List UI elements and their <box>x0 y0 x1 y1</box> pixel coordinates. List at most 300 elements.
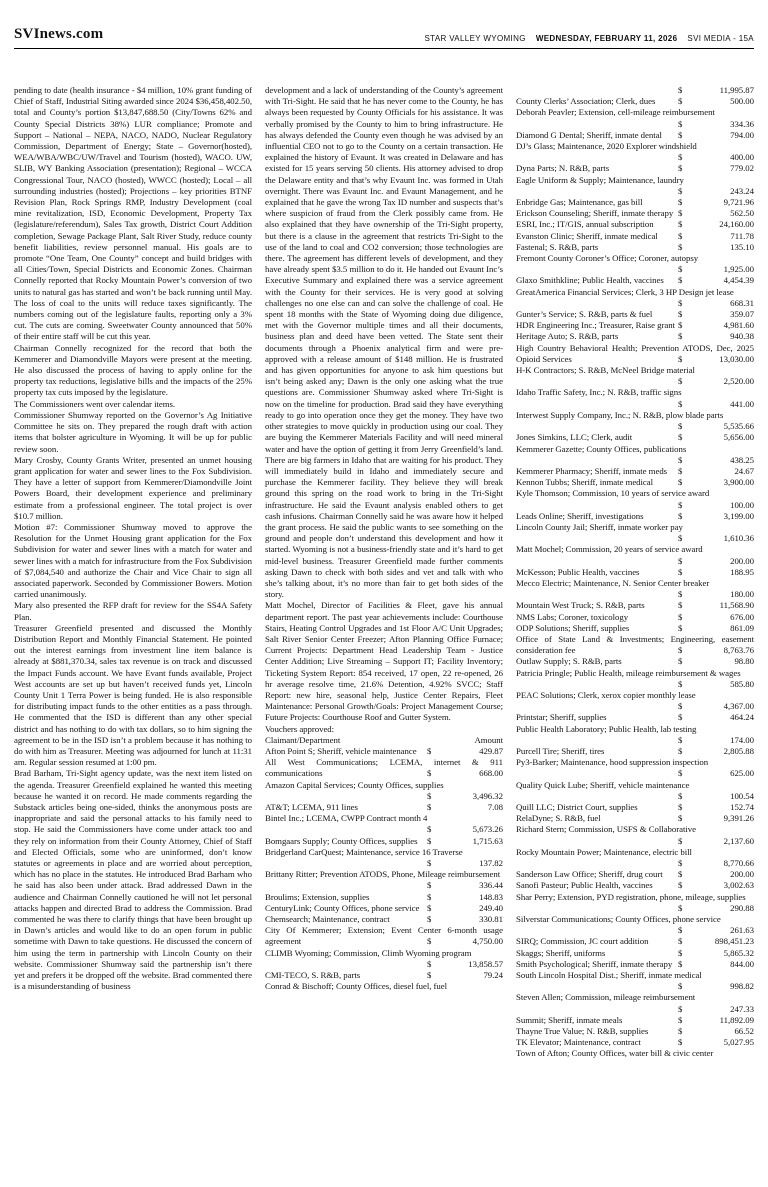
voucher-row <box>516 869 754 880</box>
voucher-amount <box>678 455 754 466</box>
voucher-amount <box>427 746 503 757</box>
dollar-sign: $ <box>678 835 683 846</box>
voucher-amount <box>678 85 754 96</box>
voucher-row <box>265 970 503 981</box>
dollar-sign: $ <box>678 981 683 992</box>
dollar-sign: $ <box>678 958 683 969</box>
voucher-amount <box>678 1037 754 1048</box>
dollar-sign: $ <box>678 813 683 824</box>
voucher-amount <box>678 701 754 712</box>
voucher-amount-value: 24.67 <box>734 465 754 476</box>
vouchers-list-part1 <box>265 746 503 992</box>
voucher-amount-value: 861.09 <box>730 622 754 633</box>
voucher-amount-value: 5,865.32 <box>723 947 754 958</box>
voucher-row <box>516 757 754 779</box>
dollar-sign: $ <box>678 645 683 656</box>
dollar-sign: $ <box>678 85 683 95</box>
voucher-amount-value: 8,763.76 <box>723 645 754 656</box>
voucher-row <box>516 970 754 992</box>
voucher-claimant: Patricia Pringle; Public Health, mileage reimbursement & wages <box>516 667 741 678</box>
voucher-claimant: Evanston Clinic; Sheriff, inmate medical <box>516 230 658 241</box>
voucher-claimant: HDR Engineering Inc.; Treasurer, Raise grant <box>516 320 675 331</box>
dollar-sign: $ <box>678 499 683 510</box>
voucher-row <box>516 488 754 510</box>
voucher-amount <box>427 880 503 891</box>
dollar-sign: $ <box>678 656 683 667</box>
voucher-row <box>516 780 754 802</box>
voucher-amount <box>678 802 754 813</box>
voucher-row <box>516 365 754 387</box>
dollar-sign: $ <box>678 734 683 745</box>
dollar-sign: $ <box>678 600 683 611</box>
voucher-claimant: Enbridge Gas; Maintenance, gas bill <box>516 197 643 208</box>
voucher-amount-value: 668.31 <box>730 297 754 308</box>
voucher-amount <box>678 197 754 208</box>
dollar-sign: $ <box>678 589 683 600</box>
voucher-amount <box>678 981 754 992</box>
voucher-amount-value: 2,520.00 <box>723 376 754 387</box>
voucher-claimant: Mountain West Truck; S. R&B, parts <box>516 600 645 611</box>
voucher-amount-value: 5,027.95 <box>723 1037 754 1048</box>
voucher-amount <box>678 421 754 432</box>
voucher-claimant: TK Elevator; Maintenance, contract <box>516 1037 641 1048</box>
dollar-sign: $ <box>678 152 683 163</box>
voucher-amount-value: 676.00 <box>730 611 754 622</box>
voucher-amount-value: 11,892.09 <box>719 1014 754 1025</box>
voucher-row <box>516 623 754 634</box>
voucher-claimant: Brittany Ritter; Prevention ATODS, Phone, Mileage reimbursement <box>265 869 501 880</box>
voucher-claimant: Dyna Parts; N. R&B, parts <box>516 163 610 174</box>
voucher-amount <box>678 163 754 174</box>
dollar-sign: $ <box>678 510 683 521</box>
voucher-amount <box>678 1015 754 1026</box>
voucher-claimant: Quill LLC; District Court, supplies <box>516 802 638 812</box>
voucher-claimant: Conrad & Bischoff; County Offices, diesel fuel, fuel <box>265 981 448 992</box>
voucher-claimant: ESRI, Inc.; IT/GIS, annual subscription <box>516 219 654 230</box>
voucher-amount <box>678 612 754 623</box>
voucher-claimant: City Of Kemmerer; Extension; Event Center 6-month usage agreement <box>265 925 503 947</box>
voucher-amount <box>678 130 754 141</box>
voucher-amount-value: 464.24 <box>730 712 754 723</box>
voucher-row <box>516 466 754 477</box>
dollar-sign: $ <box>678 465 683 476</box>
column-3 <box>516 85 754 1163</box>
voucher-amount-value: 3,002.63 <box>723 880 754 891</box>
voucher-row <box>265 780 503 802</box>
voucher-row <box>265 813 503 835</box>
article-columns <box>14 85 754 1163</box>
dollar-sign: $ <box>678 768 683 779</box>
voucher-row <box>516 331 754 342</box>
voucher-amount-value: 148.83 <box>479 891 503 902</box>
voucher-row <box>516 253 754 275</box>
voucher-amount-value: 844.00 <box>730 958 754 969</box>
voucher-row <box>516 948 754 959</box>
voucher-claimant: Amazon Capital Services; County Offices, supplies <box>265 779 444 790</box>
voucher-row <box>516 130 754 141</box>
voucher-claimant: Richard Stern; Commission, USFS & Collaborative <box>516 824 696 835</box>
dollar-sign: $ <box>678 869 683 880</box>
voucher-row <box>265 802 503 813</box>
dollar-sign: $ <box>678 622 683 633</box>
voucher-amount <box>678 880 754 891</box>
voucher-amount-value: 13,858.57 <box>468 958 503 969</box>
voucher-row <box>265 903 503 914</box>
voucher-amount-value: 585.80 <box>730 678 754 689</box>
voucher-row <box>265 836 503 847</box>
dollar-sign: $ <box>427 958 432 969</box>
voucher-row <box>516 432 754 443</box>
voucher-amount <box>678 533 754 544</box>
voucher-amount <box>678 735 754 746</box>
voucher-claimant: Office of State Land & Investments; Engineering, easement consideration fee <box>516 633 754 656</box>
voucher-amount <box>678 813 754 824</box>
voucher-claimant: Kemmerer Gazette; County Offices, publications <box>516 443 687 454</box>
voucher-amount-value: 79.24 <box>483 970 503 981</box>
voucher-row <box>516 85 754 96</box>
dollar-sign: $ <box>678 880 683 891</box>
masthead <box>14 26 754 49</box>
voucher-row <box>516 511 754 522</box>
voucher-claimant: Matt Mochel; Commission, 20 years of service award <box>516 544 703 555</box>
voucher-row <box>516 847 754 869</box>
voucher-amount-value: 66.52 <box>734 1026 754 1037</box>
dollar-sign: $ <box>678 1003 683 1014</box>
voucher-amount-value: 5,535.66 <box>723 421 754 432</box>
voucher-amount-value: 200.00 <box>730 869 754 880</box>
voucher-row <box>516 880 754 891</box>
voucher-amount-value: 9,721.96 <box>723 197 754 208</box>
voucher-amount <box>678 836 754 847</box>
voucher-amount <box>427 936 503 947</box>
voucher-amount-value: 4,367.00 <box>723 701 754 712</box>
voucher-claimant: Purcell Tire; Sheriff, tires <box>516 745 605 756</box>
article-paragraph: pending to date (health insurance - $4 million, 10% grant funding of Chief of Staff, Industrial Siting awarded since 2024 $36,458,402.50, total and County’s portion $13,847,688.50 (City/Towns 62% and County Special Districts 38%) LUR compliance; Promote and Support – National – NEPA, NACO, NADO, Nuclear Regulatory Commission, Department of Energy; State – Governor(hosted), WEA/WBA/WBC/UW/Travel and Tourism (hosted), WACO. UW, SLIB, WY Banking Association (presentation); Regional – WCCA Congressional Tour, NACO (hosted), WWCC (hosted); Local – all surrounding industries (hosted); Projections – key priorities BTNF Revision Plan, Rock Springs RMP, Industry Development (coal mine revitalization, ISD, Economic Development, Property Tax (legislature/referendum), Sales Tax growth, District Court Addition completion, Sewage Package Plant, Salt River Study, reduce county benefit liabilities, review personnel manual. His goals are to promote “One Team, One County” concept and build bridges with all Cities/Town, Special Districts and Economic Zones. Chairman Connelly reported that Rocky Mountain Power’s conversion of two units to natural gas has started and won’t be back running until May. The loss of coal to the units will reduce taxes significantly. The numbers coming out of the legislature faults, reporting only a 3% cut. The cuts are coming. Sweetwater County announced that 50% of their entire staff will be cut this year. <box>14 85 252 342</box>
voucher-claimant: Leads Online; Sheriff, investigations <box>516 510 644 521</box>
voucher-claimant: Diamond G Dental; Sheriff, inmate dental <box>516 129 662 140</box>
voucher-amount-value: 100.54 <box>730 790 754 801</box>
voucher-row <box>265 869 503 891</box>
voucher-row <box>516 343 754 365</box>
voucher-claimant: South Lincoln Hospital Dist.; Sheriff, inmate medical <box>516 970 702 981</box>
voucher-row <box>516 231 754 242</box>
voucher-amount <box>678 376 754 387</box>
voucher-amount-value: 180.00 <box>730 589 754 600</box>
voucher-row <box>516 578 754 600</box>
voucher-row <box>516 522 754 544</box>
vouchers-heading: Vouchers approved: <box>265 723 335 734</box>
dollar-sign: $ <box>678 163 683 174</box>
voucher-amount-value: 359.07 <box>730 309 754 320</box>
voucher-claimant: Skaggs; Sheriff, uniforms <box>516 947 606 958</box>
voucher-claimant: Deborah Peavler; Extension, cell-mileage reimbursement <box>516 107 715 118</box>
voucher-claimant: NMS Labs; Coroner, toxicology <box>516 611 629 622</box>
voucher-row <box>516 197 754 208</box>
voucher-amount <box>678 903 754 914</box>
voucher-claimant: Heritage Auto; S. R&B, parts <box>516 331 619 342</box>
article-paragraph: Motion #7: Commissioner Shumway moved to approve the Resolution for the Unmet Housing grant application for the Fox Subdivision for water and sewer lines with a match for water and sewer lines with a match for infrastructure from the Fox Subdivision of $7,084,540 and authorize the Chair and Vice Chair to sign all associated paperwork. Seconded by Commissioner Bowers. Motion carried unanimously. <box>14 521 252 600</box>
voucher-amount-value: 711.78 <box>730 230 754 241</box>
dollar-sign: $ <box>427 802 432 812</box>
dollar-sign: $ <box>678 331 683 342</box>
article-paragraph: Chairman Connelly recognized for the record that both the Kemmerer and Diamondville Mayors were present at the meeting. He also discussed the process of having to apply online for the property tax reductions, legislative bills and the impacts of the 25% property tax cuts imposed by the legislature. <box>14 342 252 398</box>
voucher-amount-value: 1,715.63 <box>472 835 503 846</box>
voucher-claimant: CenturyLink; County Offices, phone service <box>265 902 420 913</box>
voucher-claimant: Sanderson Law Office; Sheriff, drug court <box>516 869 663 880</box>
voucher-amount <box>678 186 754 197</box>
voucher-amount-value: 429.87 <box>479 745 503 756</box>
voucher-amount <box>678 623 754 634</box>
voucher-amount <box>678 869 754 880</box>
voucher-row <box>516 1026 754 1037</box>
voucher-row <box>516 387 754 409</box>
voucher-row <box>516 600 754 611</box>
voucher-row <box>516 1015 754 1026</box>
voucher-amount <box>678 1026 754 1037</box>
voucher-row <box>516 287 754 309</box>
dollar-sign: $ <box>427 824 432 835</box>
dollar-sign: $ <box>678 1037 683 1048</box>
voucher-amount <box>678 791 754 802</box>
voucher-row <box>516 309 754 320</box>
voucher-amount-value: 152.74 <box>730 802 754 812</box>
voucher-claimant: Kennon Tubbs; Sheriff, inmate medical <box>516 477 654 488</box>
voucher-amount <box>678 936 754 947</box>
dollar-sign: $ <box>678 185 683 196</box>
voucher-row <box>516 936 754 947</box>
voucher-row <box>516 992 754 1014</box>
dollar-sign: $ <box>678 790 683 801</box>
voucher-claimant: Outlaw Supply; S. R&B, parts <box>516 656 622 667</box>
voucher-claimant: Sanofi Pasteur; Public Health, vaccines <box>516 880 653 891</box>
dollar-sign: $ <box>427 914 432 925</box>
voucher-amount <box>678 320 754 331</box>
dollar-sign: $ <box>678 925 683 936</box>
voucher-amount <box>678 298 754 309</box>
voucher-amount-value: 779.02 <box>730 163 754 174</box>
dollar-sign: $ <box>427 936 432 947</box>
voucher-claimant: Jones Simkins, LLC; Clerk, audit <box>516 432 633 443</box>
voucher-amount <box>678 656 754 667</box>
voucher-row <box>516 567 754 578</box>
voucher-amount <box>427 959 503 970</box>
voucher-claimant: Chemsearch; Maintenance, contract <box>265 914 390 925</box>
voucher-amount-value: 330.81 <box>479 914 503 925</box>
dollar-sign: $ <box>678 947 683 958</box>
dollar-sign: $ <box>678 230 683 241</box>
voucher-amount <box>678 208 754 219</box>
dollar-sign: $ <box>678 802 683 812</box>
voucher-amount-value: 174.00 <box>730 734 754 745</box>
voucher-amount <box>678 399 754 410</box>
voucher-amount-value: 4,981.60 <box>723 320 754 331</box>
dollar-sign: $ <box>678 118 683 129</box>
voucher-amount-value: 11,995.87 <box>719 85 754 95</box>
article-paragraph: Treasurer Greenfield presented and discussed the Monthly Distribution Report and Monthly Financial Statement. He pointed out the interest earnings from investment line item balance is already at $881,370.34, sales tax revenue is on track and discussed the Impact Funds account. We have Evant funds available, Project West accounts are set up but haven’t received funds yet, Lincoln County Unit 1 Terra Power is being funded. He is also responsible for distributing impact funds to the other entities as a pass through. He commented that the ISD is different than any other special district and has nothing to do with tax dollars, so to him signing the agreement to be in the ISD isn’t a problem because it has nothing to do with him as Treasurer. Meeting was adjourned for lunch at 11:31 am. Regular session resumed at 1:00 pm. <box>14 622 252 768</box>
voucher-amount <box>678 231 754 242</box>
voucher-claimant: GreatAmerica Financial Services; Clerk, 3 HP Design jet lease <box>516 286 734 297</box>
voucher-claimant: Bridgerland CarQuest; Maintenance, service 16 Traverse <box>265 846 463 857</box>
voucher-amount-value: 562.50 <box>730 208 754 219</box>
voucher-amount-value: 1,610.36 <box>723 533 754 544</box>
voucher-row <box>265 892 503 903</box>
dollar-sign: $ <box>678 208 683 219</box>
voucher-amount-value: 794.00 <box>730 129 754 140</box>
voucher-amount <box>678 432 754 443</box>
voucher-row <box>516 208 754 219</box>
voucher-row <box>516 959 754 970</box>
voucher-amount <box>678 567 754 578</box>
voucher-amount-value: 243.24 <box>730 185 754 196</box>
dollar-sign: $ <box>678 432 683 443</box>
voucher-row <box>516 163 754 174</box>
voucher-claimant: Py3-Barker; Maintenance, hood suppression inspection <box>516 757 709 768</box>
voucher-amount-value: 625.00 <box>730 768 754 779</box>
voucher-row <box>516 1037 754 1048</box>
voucher-amount-value: 1,925.00 <box>723 264 754 275</box>
voucher-amount-value: 334.36 <box>730 118 754 129</box>
voucher-amount <box>678 858 754 869</box>
article-paragraph: Commissioner Shumway reported on the Governor’s Ag Initiative Committee he sits on. They prepared the rough draft with action items that bolster agriculture in Wyoming. It will be up for public review soon. <box>14 409 252 454</box>
dollar-sign: $ <box>678 858 683 869</box>
voucher-amount <box>678 679 754 690</box>
vouchers-list-part2 <box>516 85 754 1060</box>
voucher-amount <box>678 96 754 107</box>
voucher-amount-value: 261.63 <box>730 925 754 936</box>
voucher-amount <box>678 948 754 959</box>
voucher-claimant: DJ’s Glass; Maintenance, 2020 Explorer windshield <box>516 141 697 152</box>
dollar-sign: $ <box>678 745 683 756</box>
voucher-amount <box>678 331 754 342</box>
voucher-amount <box>427 970 503 981</box>
dollar-sign: $ <box>678 701 683 712</box>
voucher-row <box>265 847 503 869</box>
voucher-row <box>265 925 503 947</box>
voucher-claimant: Erickson Counseling; Sheriff, inmate therapy <box>516 208 674 219</box>
voucher-row <box>516 1048 754 1059</box>
dollar-sign: $ <box>678 477 683 488</box>
voucher-claimant: Eagle Uniform & Supply; Maintenance, laundry <box>516 174 684 185</box>
voucher-amount <box>678 477 754 488</box>
voucher-claimant: Bomgaars Supply; County Offices, supplies <box>265 835 418 846</box>
voucher-row <box>516 802 754 813</box>
voucher-amount-value: 400.00 <box>730 152 754 163</box>
dollar-sign: $ <box>678 297 683 308</box>
dollar-sign: $ <box>678 353 683 364</box>
dateline-date: WEDNESDAY, FEBRUARY 11, 2026 <box>535 34 678 43</box>
voucher-amount <box>427 914 503 925</box>
voucher-row <box>516 242 754 253</box>
article-paragraph: The Commissioners went over calendar items. <box>14 398 176 409</box>
dollar-sign: $ <box>678 678 683 689</box>
voucher-amount <box>678 511 754 522</box>
voucher-amount <box>427 824 503 835</box>
voucher-amount <box>678 354 754 365</box>
voucher-row <box>516 320 754 331</box>
column-2-paragraphs <box>265 85 503 724</box>
voucher-row <box>516 824 754 846</box>
dollar-sign: $ <box>678 320 683 331</box>
dollar-sign: $ <box>427 745 432 756</box>
dollar-sign: $ <box>678 533 683 544</box>
voucher-claimant: Quality Quick Lube; Sheriff, vehicle maintenance <box>516 779 690 790</box>
voucher-claimant: Public Health Laboratory; Public Health, lab testing <box>516 723 697 734</box>
voucher-row <box>516 746 754 757</box>
voucher-amount-value: 4,454.39 <box>723 275 754 286</box>
voucher-claimant: Printstar; Sheriff, supplies <box>516 712 607 723</box>
voucher-amount <box>678 746 754 757</box>
voucher-claimant: McKesson; Public Health, vaccines <box>516 566 640 577</box>
voucher-row <box>265 914 503 925</box>
article-paragraph: development and a lack of understanding of the County’s agreement with Tri-Sight. He said that he has never come to the County, he has always been requested by County Officials for his assistance. It was verbally promised by the County to him to bring infrastructure. He has always defended the County even though he was advised by an influential CEO not to go to the County on a certain transaction. He explained the history of Evaunt. It was created in Delaware and has existed for 15 years serving 50 clients. His attorney advised to drop the Delaware entity and that’s why Evaunt Inc. was formed in Utah overnight. There was Evaunt Inc. and Evaunt Management, and he explained that he gave the wrong Tax ID number and suspects that’s where suspicion of fraud from the Clerk possibly came from. He also explained that they have ownership of the Tri-Sight property, but there is a clause in the agreement that restricts Tri-Sight to the use of the land to coal and CO2 conversion; those technologies are there. The agreement has different levels of development, and they have already spent $3.5 million to do it. He handed out Evaunt Inc’s Executive Summary and explained there was a service agreement with the County for their services. He is very good at solving challenges no one else can and can solve the challenge of coal. He spent 18 months with the State of Wyoming doing due diligence, met with the Governor multiple times and all their documents, business plan and deed have been vetted. The State sent their documents through a Phoenix analytical firm and were pre-approved with a release amount of $148 million. He is frustrated and has given opportunities for anyone to ask him questions but isn’t being asked any; Dawn is the only one asking what the true questions are. Commissioner Shumway asked where Tri-Sight is now on the timeline for production. Brad said they have everything ready to go into operation once they get the money. They have two other strategies to move quickly in production using our coal. They are buying the Kemmerer Materials Facility and will need mineral water and have the option of getting it from Jerry Greenfield’s land. There are big farmers in Idaho that are waiting for his product. They will immediately build in Idaho and immediately secure and purchase the Kemmerer facility. They believe they will break ground this spring on the road work to bring in the Tri-Sight infrastructure. He said the Evaunt analysis enabled others to get cash infusions. Chairman Connelly said he was aware how it helped the grant process. He said the public wants to see something on the ground and people don’t understand this development and how it started. Wyoming is not a business-friendly state and it’s hard to get mid-level business. Treasurer Greenfield made further comments asking Dawn to check with both sides and vet and talk with who she’s talking about, it’s no more than fair to get both sides of the story. <box>265 85 503 600</box>
voucher-claimant: AT&T; LCEMA, 911 lines <box>265 802 358 812</box>
column-1 <box>14 85 252 1163</box>
voucher-amount <box>678 768 754 779</box>
voucher-claimant: Thayne True Value; N. R&B, supplies <box>516 1026 649 1037</box>
voucher-row <box>516 656 754 667</box>
voucher-claimant: Idaho Traffic Safety, Inc.; N. R&B, traffic signs <box>516 387 682 398</box>
voucher-amount-value: 3,496.32 <box>472 790 503 801</box>
voucher-amount-value: 188.95 <box>730 566 754 577</box>
voucher-amount <box>427 836 503 847</box>
voucher-row <box>516 444 754 466</box>
voucher-amount-value: 2,805.88 <box>723 745 754 756</box>
dollar-sign: $ <box>678 566 683 577</box>
voucher-claimant: Glaxo Smithkline; Public Health, vaccines <box>516 275 664 286</box>
dollar-sign: $ <box>427 835 432 846</box>
dollar-sign: $ <box>678 1014 683 1025</box>
voucher-row <box>516 612 754 623</box>
voucher-amount <box>678 600 754 611</box>
dollar-sign: $ <box>678 398 683 409</box>
voucher-amount-value: 24,160.00 <box>719 219 754 230</box>
voucher-amount <box>678 264 754 275</box>
voucher-amount <box>678 959 754 970</box>
voucher-amount-value: 5,656.00 <box>723 432 754 443</box>
article-paragraph: Matt Mochel, Director of Facilities & Fleet, gave his annual department report. The past year achievements include: Courthouse Stairs, Heating Control Upgrades and 1st Floor A/C Unit Upgrades; Salt River Senior Center Freezer; Afton Planning Office Furnace; Current Projects: Department Head Leadership Team - Justice Center Addition; Live Streaming – Support IT; Facility Inventory; Ticketing System Report: 854 received, 17 open, 22 re-opened, 26 hr average resolve time, 21.6% Detention, 4.92% SVCC; Staff Report: new hire, seasonal help, Justice Center Repairs, Fleet Maintenance: Personal Growth/Goals: Project Management Course; Future Projects: Courthouse Roof and Gutter System. <box>265 600 503 723</box>
voucher-amount-value: 336.44 <box>479 880 503 891</box>
voucher-row <box>516 410 754 432</box>
voucher-claimant: Afton Point S; Sheriff, vehicle maintenance <box>265 745 417 756</box>
voucher-amount <box>678 119 754 130</box>
dollar-sign: $ <box>427 880 432 891</box>
dollar-sign: $ <box>678 454 683 465</box>
voucher-row <box>516 724 754 746</box>
voucher-amount-value: 898,451.23 <box>714 936 754 947</box>
vouchers-table-header <box>265 735 503 746</box>
voucher-row <box>516 690 754 712</box>
voucher-amount-value: 3,199.00 <box>723 510 754 521</box>
voucher-row <box>516 275 754 286</box>
voucher-row <box>516 107 754 129</box>
voucher-amount <box>678 466 754 477</box>
voucher-claimant: Town of Afton; County Offices, water bill & civic center <box>516 1048 714 1059</box>
article-paragraph: Brad Barham, Tri-Sight agency update, was the next item listed on the agenda. Treasurer Greenfield explained he wanted this meeting because he wanted it on record. He made comments regarding the Substack articles being one-sided, thinks the anonymous posts are inappropriate and said the personal attacks to his family need to stop. He said the Commissioners have come under attack too and they rely on information from their County Attorney, Chief of Staff and Elected Officials, some who are uninformed, don’t know statutes or agreements in place and are worried about perception, which has no place in the statutes. He introduced Brad Barham who he said has also been under attack. Brad addressed Dawn in the audience and Chairman Connelly cautioned he will not let personal attacks happen and directed Brad to address the Commission. Brad commented he was there to clarify things that have been brought up in Dawn’s articles and would like to do an open forum in public sometime with Dawn to take questions. He discussed the concern of him using the term in partnership with Lincoln County on their website. Commissioner Shumway said the partnership isn’t there yet and prefers it be dropped off the website. Brad commented there is a misunderstanding of business <box>14 768 252 992</box>
dollar-sign: $ <box>427 858 432 869</box>
voucher-row <box>516 813 754 824</box>
dollar-sign: $ <box>678 129 683 140</box>
voucher-amount-value: 200.00 <box>730 555 754 566</box>
voucher-row <box>265 757 503 779</box>
voucher-claimant: SIRQ; Commission, JC court addition <box>516 936 649 947</box>
dollar-sign: $ <box>678 241 683 252</box>
voucher-claimant: ODP Solutions; Sheriff, supplies <box>516 622 630 633</box>
voucher-amount-value: 7.08 <box>487 802 503 812</box>
voucher-row <box>516 96 754 107</box>
dateline <box>424 34 754 43</box>
voucher-claimant: Mecco Electric; Maintenance, N. Senior Center breaker <box>516 577 710 588</box>
voucher-claimant: Interwest Supply Company, Inc.; N. R&B, plow blade parts <box>516 409 724 420</box>
